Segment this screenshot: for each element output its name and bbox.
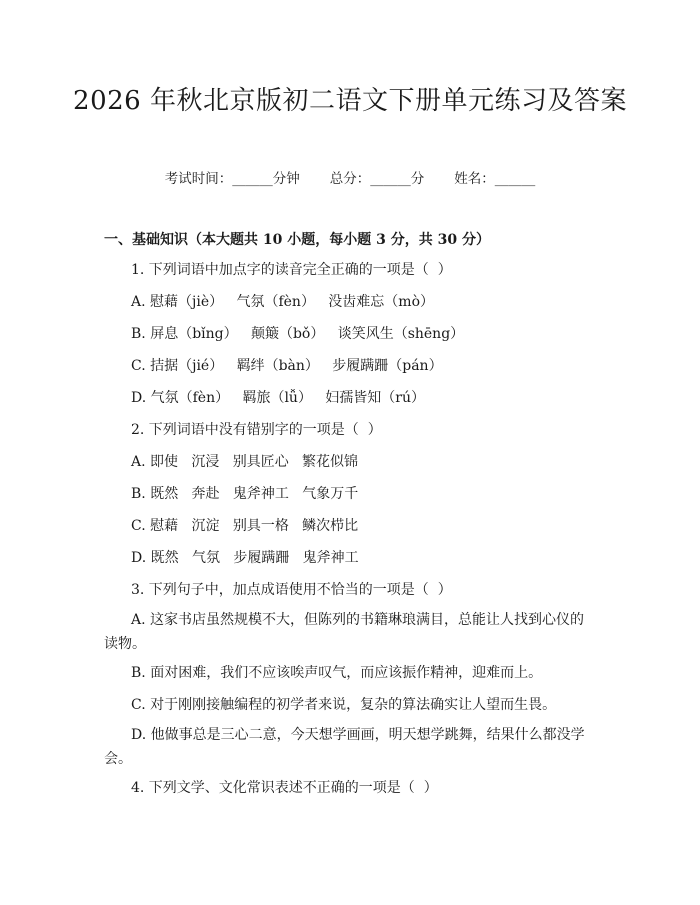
section-title: 一、基础知识（本大题共 10 小题，每小题 3 分，共 30 分） [104,232,490,248]
question-2-stem: 2. 下列词语中没有错别字的一项是（ ） [131,422,382,438]
score-unit: 分 [410,171,425,187]
question-2-option-b: B. 既然 奔赴 鬼斧神工 气象万千 [131,486,359,502]
question-2-option-c: C. 慰藉 沉淀 别具一格 鳞次栉比 [131,518,359,534]
time-label: 考试时间： [164,171,233,187]
name-label: 姓名： [454,171,495,187]
question-1-option-c: C. 拮据（jié） 羁绊（bàn） 步履蹒跚（pán） [131,358,443,374]
score-blank: ______ [370,171,411,187]
question-4-stem: 4. 下列文学、文化常识表述不正确的一项是（ ） [131,780,438,796]
question-3-option-b: B. 面对困难，我们不应该唉声叹气，而应该振作精神，迎难而上。 [131,665,543,681]
question-1-option-a: A. 慰藉（jiè） 气氛（fèn） 没齿难忘（mò） [131,294,435,310]
question-3-option-d: D. 他做事总是三心二意，今天想学画画，明天想学跳舞，结果什么都没学会。 [104,727,585,767]
question-1-option-d: D. 气氛（fèn） 羁旅（lǚ） 妇孺皆知（rú） [131,390,426,406]
question-1-stem: 1. 下列词语中加点字的读音完全正确的一项是（ ） [131,262,452,278]
exam-info-line [0,167,700,187]
page-title: 2026 年秋北京版初二语文下册单元练习及答案 [73,86,627,116]
score-label: 总分： [329,171,371,187]
name-blank: ______ [494,171,536,187]
time-blank: ______ [232,171,273,187]
question-1-option-b: B. 屏息（bǐng） 颠簸（bǒ） 谈笑风生（shēng） [131,326,465,342]
time-unit: 分钟 [272,171,300,187]
question-2-option-a: A. 即使 沉浸 别具匠心 繁花似锦 [131,454,359,470]
question-3-option-a: A. 这家书店虽然规模不大，但陈列的书籍琳琅满目，总能让人找到心仪的读物。 [104,612,585,652]
question-3-stem: 3. 下列句子中，加点成语使用不恰当的一项是（ ） [131,582,452,598]
question-3-option-c: C. 对于刚刚接触编程的初学者来说，复杂的算法确实让人望而生畏。 [131,697,557,713]
question-2-option-d: D. 既然 气氛 步履蹒跚 鬼斧神工 [131,550,359,566]
